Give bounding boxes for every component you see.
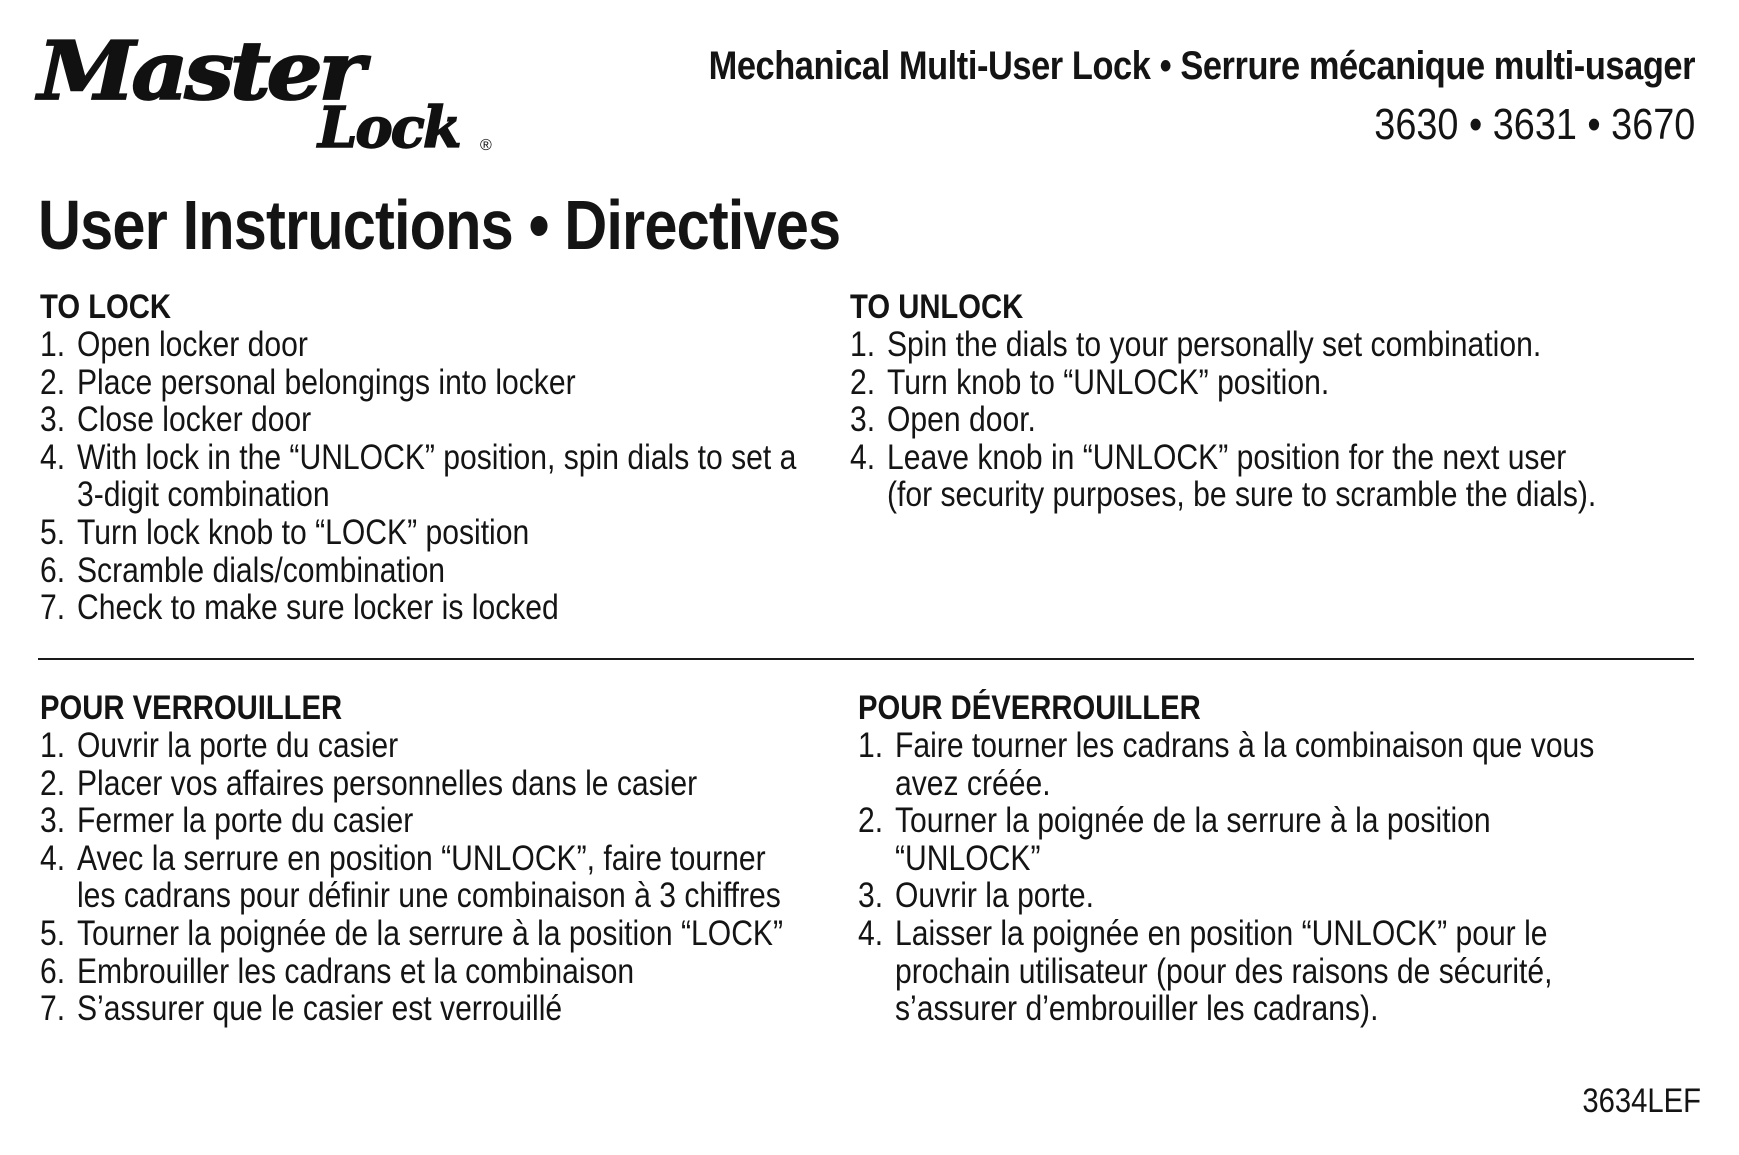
step-text: Tourner la poignée de la serrure à la position “UNLOCK” <box>894 801 1491 878</box>
step-number: 5. <box>40 512 66 552</box>
step-text: Turn lock knob to “LOCK” position <box>76 512 530 552</box>
step-number: 2. <box>40 763 66 803</box>
section-heading: TO LOCK <box>40 288 172 326</box>
step-number: 4. <box>858 913 884 953</box>
step-text: Spin the dials to your personally set combination. <box>886 325 1542 364</box>
step-item <box>850 401 1607 439</box>
step-list <box>40 727 797 1028</box>
step-item <box>40 802 797 840</box>
document-code: 3634LEF <box>1582 1082 1701 1120</box>
step-text: Avec la serrure en position “UNLOCK”, faire tourner les cadrans pour définir une combinaison à 3 chiffres <box>76 838 781 916</box>
step-list <box>858 727 1615 1028</box>
step-number: 6. <box>40 550 66 590</box>
section-divider <box>38 658 1694 660</box>
step-number: 3. <box>40 400 66 440</box>
section-heading: TO UNLOCK <box>850 288 1024 326</box>
step-number: 3. <box>858 876 884 916</box>
step-list <box>40 326 797 627</box>
step-list <box>850 326 1607 514</box>
step-item <box>40 439 797 514</box>
page-title: User Instructions • Directives <box>38 186 841 264</box>
pour-deverrouiller-section <box>858 689 1615 1028</box>
step-item <box>40 727 797 765</box>
step-number: 1. <box>40 726 66 765</box>
step-text: With lock in the “UNLOCK” position, spin dials to set a 3-digit combination <box>76 437 797 515</box>
section-heading: POUR VERROUILLER <box>40 689 343 727</box>
to-lock-section <box>40 288 797 627</box>
logo-master-text: Master <box>38 22 361 119</box>
step-text: Turn knob to “UNLOCK” position. <box>886 362 1330 402</box>
step-item <box>40 589 797 627</box>
step-item <box>40 915 797 953</box>
step-text: Placer vos affaires personnelles dans le casier <box>76 763 698 803</box>
step-item <box>40 765 797 803</box>
step-text: Faire tourner les cadrans à la combinaison que vous avez créée. <box>894 726 1595 803</box>
step-text: Open door. <box>886 400 1036 440</box>
step-item <box>40 401 797 439</box>
model-numbers: 3630 • 3631 • 3670 <box>1373 100 1695 149</box>
step-number: 5. <box>40 913 66 953</box>
step-number: 4. <box>40 838 66 878</box>
step-text: Close locker door <box>76 400 312 440</box>
step-item <box>40 514 797 552</box>
step-number: 3. <box>850 400 876 440</box>
step-number: 1. <box>858 726 884 765</box>
step-number: 1. <box>40 325 66 364</box>
step-item <box>850 364 1607 402</box>
step-item <box>40 326 797 364</box>
section-heading: POUR DÉVERROUILLER <box>858 689 1201 727</box>
step-text: S’assurer que le casier est verrouillé <box>76 989 563 1029</box>
step-number: 2. <box>850 362 876 402</box>
step-number: 7. <box>40 989 66 1029</box>
product-title: Mechanical Multi-User Lock • Serrure mécanique multi-usager <box>708 44 1695 88</box>
step-number: 2. <box>858 801 884 841</box>
step-item <box>850 326 1607 364</box>
step-item <box>850 439 1607 514</box>
step-number: 7. <box>40 588 66 628</box>
step-number: 4. <box>40 437 66 477</box>
registered-mark: ® <box>480 137 492 154</box>
step-number: 4. <box>850 437 876 477</box>
step-text: Place personal belongings into locker <box>76 362 576 402</box>
step-item <box>858 802 1615 877</box>
to-unlock-section <box>850 288 1607 514</box>
step-item <box>40 953 797 991</box>
step-text: Fermer la porte du casier <box>76 801 414 841</box>
step-text: Embrouiller les cadrans et la combinaison <box>76 951 635 991</box>
step-item <box>40 840 797 915</box>
step-number: 3. <box>40 801 66 841</box>
step-number: 6. <box>40 951 66 991</box>
step-item <box>40 364 797 402</box>
step-text: Laisser la poignée en position “UNLOCK” pour le prochain utilisateur (pour des raisons de sécurité, s’assurer d’embrouiller les cadrans). <box>894 913 1553 1029</box>
step-item <box>40 552 797 590</box>
step-number: 2. <box>40 362 66 402</box>
step-number: 1. <box>850 325 876 364</box>
logo-lock-text: Lock <box>318 95 460 161</box>
step-text: Leave knob in “UNLOCK” position for the next user (for security purposes, be sure to scramble the dials). <box>886 437 1597 515</box>
step-text: Ouvrir la porte du casier <box>76 726 399 765</box>
step-text: Scramble dials/combination <box>76 550 446 590</box>
step-text: Ouvrir la porte. <box>894 876 1095 916</box>
step-text: Tourner la poignée de la serrure à la position “LOCK” <box>76 913 784 953</box>
master-lock-logo <box>38 22 508 161</box>
pour-verrouiller-section <box>40 689 797 1028</box>
step-text: Open locker door <box>76 325 308 364</box>
step-item <box>858 727 1615 802</box>
step-item <box>858 915 1615 1028</box>
step-item <box>40 990 797 1028</box>
step-item <box>858 877 1615 915</box>
step-text: Check to make sure locker is locked <box>76 588 559 628</box>
